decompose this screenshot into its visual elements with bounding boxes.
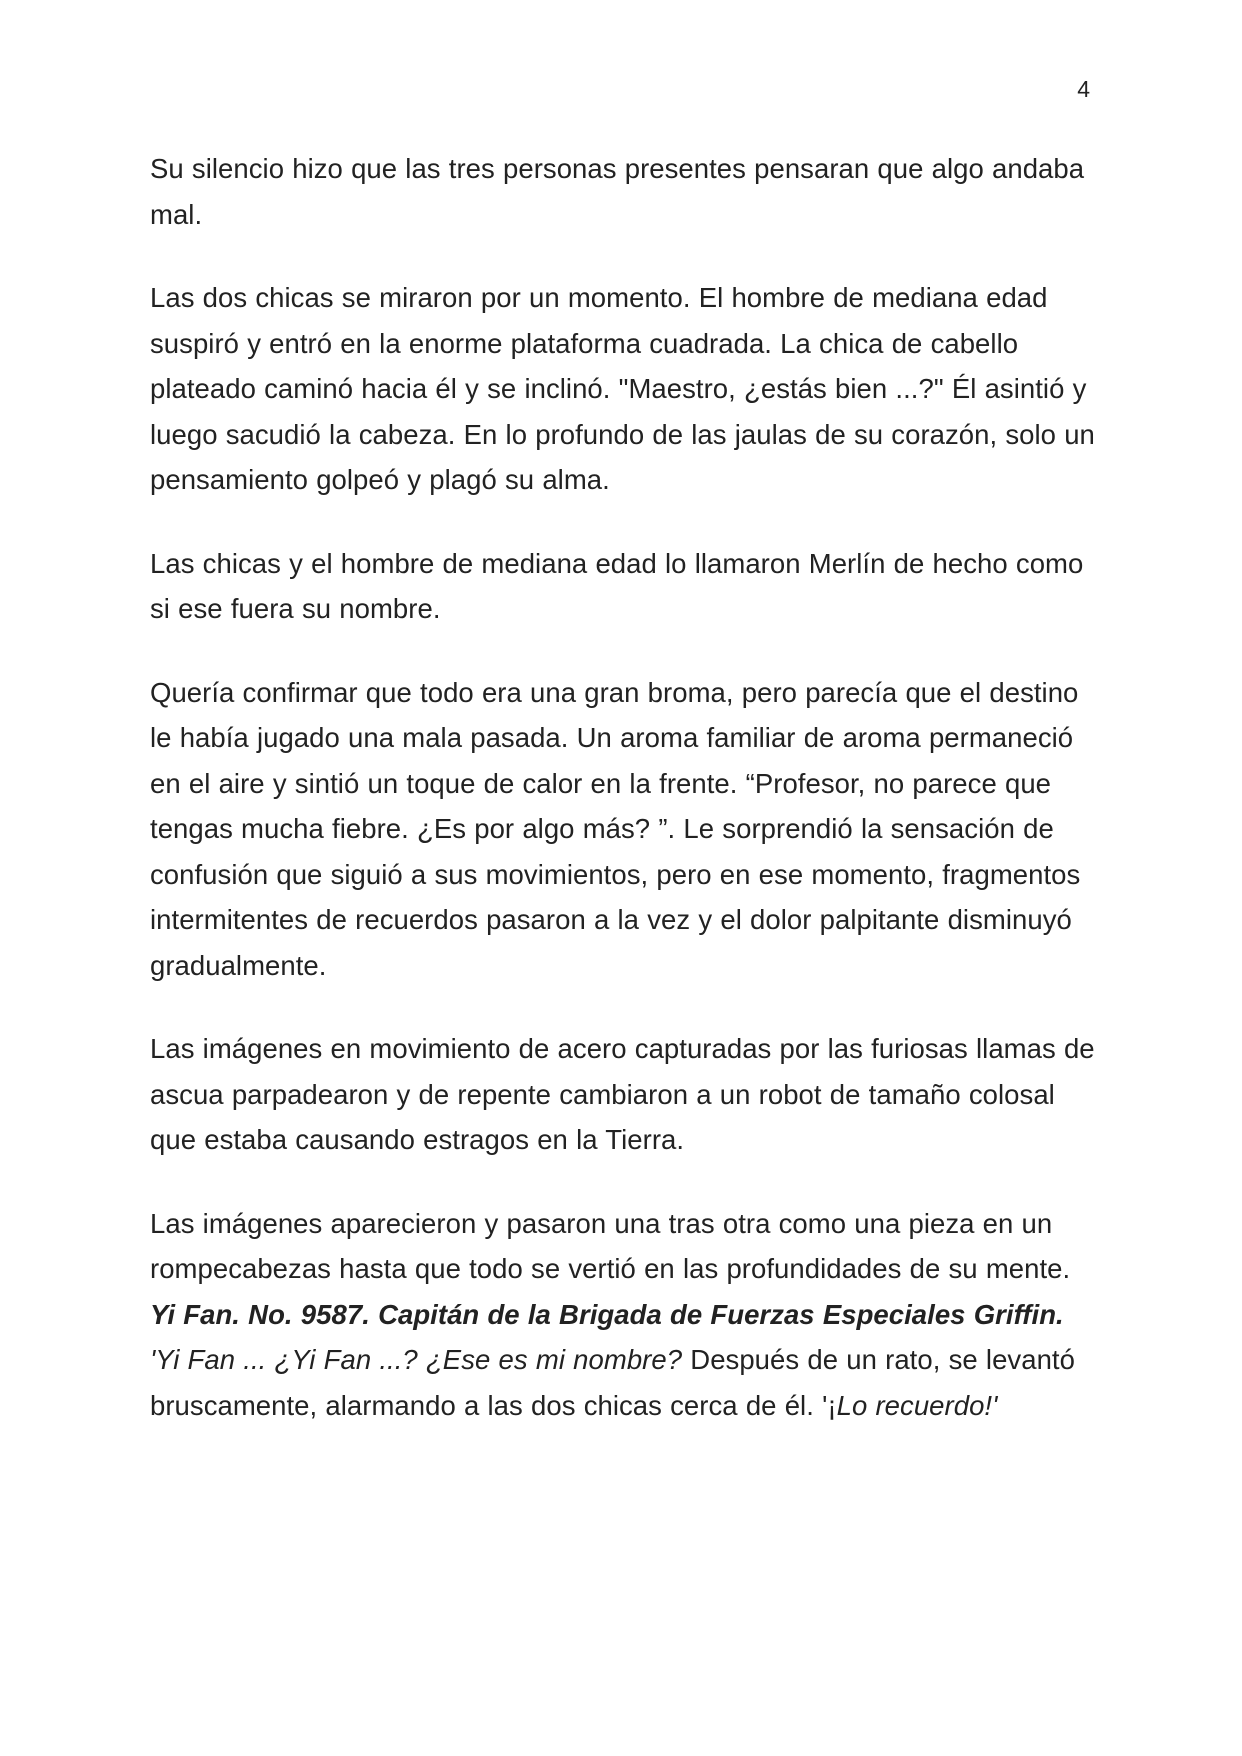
paragraph-2: Las dos chicas se miraron por un momento. El hombre de mediana edad suspiró y entró en la enorme plataforma cuadrada. La chica de cabello plateado caminó hacia él y se inclinó. "Maestro, ¿estás bien ...?" Él asintió y luego sacudió la cabeza. En lo profundo de las jaulas de su corazón, solo un pensamiento golpeó y plagó su alma. [150, 282, 1095, 495]
exclamation: Lo recuerdo!' [836, 1389, 998, 1421]
inner-thought: 'Yi Fan ... ¿Yi Fan ...? ¿Ese es mi nombre? [150, 1344, 683, 1375]
paragraph-3: Las chicas y el hombre de mediana edad lo llamaron Merlín de hecho como si ese fuera su nombre. [150, 547, 1084, 624]
page-number: 4 [1077, 76, 1090, 102]
paragraph-4: Quería confirmar que todo era una gran broma, pero parecía que el destino le había jugado una mala pasada. Un aroma familiar de aroma permaneció en el aire y sintió un toque de calor en la frente. “Profesor, no parece que tengas mucha fiebre. ¿Es por algo más? ”. Le sorprendió la sensación de confusión que siguió a sus movimientos, pero en ese momento, fragmentos intermitentes de recuerdos pasaron a la vez y el dolor palpitante disminuyó gradualmente. [150, 676, 1081, 981]
identity-line: Yi Fan. No. 9587. Capitán de la Brigada de Fuerzas Especiales Griffin. [150, 1298, 1064, 1330]
page-body [150, 146, 1100, 1466]
paragraph-6-intro: Las imágenes aparecieron y pasaron una tras otra como una pieza en un rompecabezas hasta que todo se vertió en las profundidades de su mente. [150, 1207, 1071, 1284]
paragraph-6 [150, 1201, 1100, 1429]
paragraph-5: Las imágenes en movimiento de acero capturadas por las furiosas llamas de ascua parpadearon y de repente cambiaron a un robot de tamaño colosal que estaba causando estragos en la Tierra. [150, 1033, 1095, 1155]
paragraph-6-continuation: Después de un rato, se levantó bruscamente, alarmando a las dos chicas cerca de él. '¡ [150, 1344, 1075, 1421]
paragraph-1: Su silencio hizo que las tres personas presentes pensaran que algo andaba mal. [150, 153, 1085, 230]
